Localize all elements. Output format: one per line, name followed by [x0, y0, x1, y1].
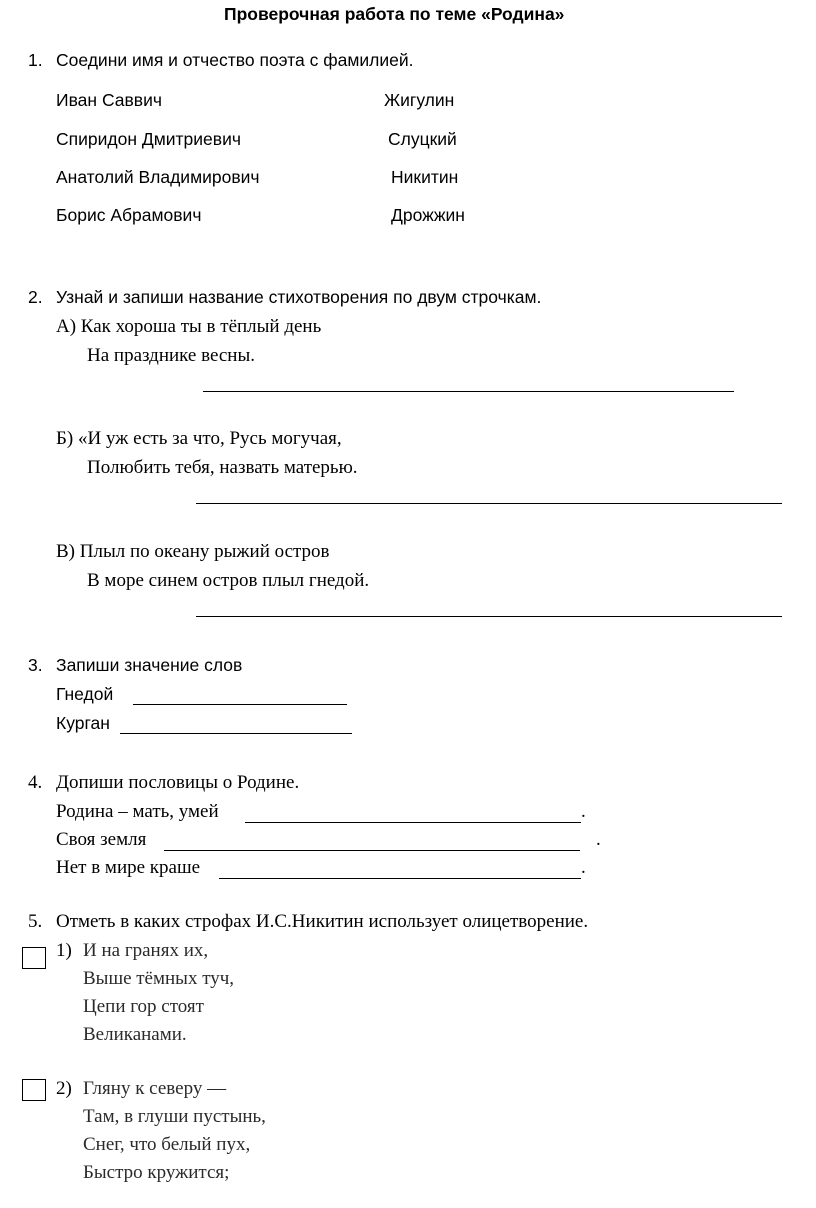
answer-line-gnedoy[interactable] — [133, 704, 347, 705]
answer-line-proverb-3[interactable] — [219, 878, 581, 879]
proverb-3-period: . — [581, 857, 586, 878]
surname-1: Жигулин — [384, 90, 455, 110]
answer-line-a[interactable] — [203, 391, 734, 392]
proverb-1: Родина – мать, умей — [56, 801, 219, 822]
stanza-1-number: 1) — [56, 940, 72, 961]
stanza-1-line-3: Цепи гор стоят — [83, 996, 204, 1017]
first-name-1: Иван Саввич — [56, 90, 162, 110]
question-2-number: 2. — [28, 287, 43, 307]
question-4-text: Допиши пословицы о Родине. — [56, 772, 300, 793]
answer-line-c[interactable] — [196, 616, 782, 617]
first-name-4: Борис Абрамович — [56, 205, 202, 225]
surname-2: Слуцкий — [388, 129, 457, 149]
poem-c-line-2: В море синем остров плыл гнедой. — [87, 570, 370, 591]
stanza-2-checkbox[interactable] — [22, 1079, 46, 1101]
question-3-number: 3. — [28, 655, 43, 675]
word-kurgan: Курган — [56, 713, 110, 733]
answer-line-kurgan[interactable] — [120, 733, 352, 734]
question-4-number: 4. — [28, 772, 43, 793]
stanza-2-line-3: Снег, что белый пух, — [83, 1134, 251, 1155]
stanza-2-line-1: Гляну к северу — — [83, 1078, 227, 1099]
stanza-1-line-1: И на гранях их, — [83, 940, 209, 961]
surname-3: Никитин — [391, 167, 459, 187]
question-2-text: Узнай и запиши название стихотворения по двум строчкам. — [56, 287, 542, 307]
poem-b-line-1: Б) «И уж есть за что, Русь могучая, — [56, 428, 342, 449]
question-1-text: Соедини имя и отчество поэта с фамилией. — [56, 50, 414, 70]
question-1-number: 1. — [28, 50, 43, 70]
stanza-2-line-2: Там, в глуши пустынь, — [83, 1106, 266, 1127]
proverb-2: Своя земля — [56, 829, 147, 850]
stanza-2-number: 2) — [56, 1078, 72, 1099]
poem-a-line-1: А) Как хороша ты в тёплый день — [56, 316, 322, 337]
proverb-2-period: . — [596, 829, 601, 850]
answer-line-b[interactable] — [196, 503, 782, 504]
stanza-1-checkbox[interactable] — [22, 947, 46, 969]
poem-b-line-2: Полюбить тебя, назвать матерью. — [87, 457, 358, 478]
first-name-3: Анатолий Владимирович — [56, 167, 260, 187]
page-title: Проверочная работа по теме «Родина» — [224, 4, 565, 24]
question-3-text: Запиши значение слов — [56, 655, 243, 675]
answer-line-proverb-1[interactable] — [245, 822, 581, 823]
proverb-1-period: . — [581, 801, 586, 822]
stanza-1-line-2: Выше тёмных туч, — [83, 968, 235, 989]
poem-a-line-2: На празднике весны. — [87, 345, 255, 366]
question-5-number: 5. — [28, 911, 43, 932]
stanza-1-line-4: Великанами. — [83, 1024, 187, 1045]
proverb-3: Нет в мире краше — [56, 857, 201, 878]
first-name-2: Спиридон Дмитриевич — [56, 129, 241, 149]
poem-c-line-1: В) Плыл по океану рыжий остров — [56, 541, 330, 562]
answer-line-proverb-2[interactable] — [164, 850, 580, 851]
stanza-2-line-4: Быстро кружится; — [83, 1162, 230, 1183]
word-gnedoy: Гнедой — [56, 684, 114, 704]
question-5-text: Отметь в каких строфах И.С.Никитин использует олицетворение. — [56, 911, 589, 932]
surname-4: Дрожжин — [391, 205, 465, 225]
